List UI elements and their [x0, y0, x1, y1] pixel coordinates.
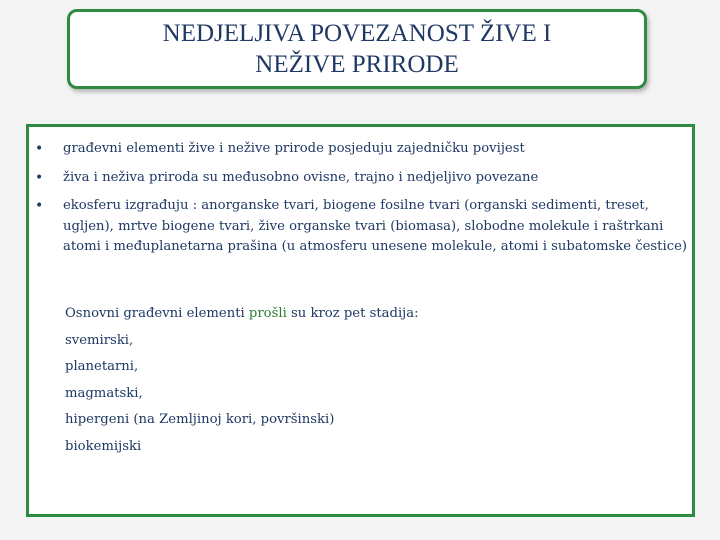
title-box — [67, 9, 647, 89]
stage-item-svemirski: svemirski, — [65, 332, 134, 348]
slide-title: NEDJELJIVA POVEZANOST ŽIVE I NEŽIVE PRIRODE — [162, 20, 552, 78]
stage-item-hipergeni: hipergeni (na Zemljinoj kori, površinski) — [65, 412, 335, 427]
bullet-text: ekosferu izgrađuju : anorganske tvari, biogene fosilne tvari (organski sedimenti, treset, ugljen), mrtve biogene tvari, žive organske tvari (biomasa), slobodne molekule i raštrkani atomi i međuplanetarna prašina (u atmosferu unesene molekule, atomi i subatomske čestice) — [63, 198, 688, 254]
bullet-icon: • — [35, 141, 44, 157]
stages-heading — [65, 301, 419, 328]
bullet-item — [29, 139, 698, 160]
bullet-item — [29, 196, 698, 258]
stages-list — [65, 301, 419, 460]
bullet-icon: • — [35, 198, 44, 214]
bullet-item — [29, 168, 698, 189]
stages-heading-part1: Osnovni građevni elementi — [65, 306, 249, 321]
stage-item-magmatski: magmatski, — [65, 385, 143, 401]
stage-item-biokemijski: biokemijski — [65, 438, 142, 454]
stages-heading-part3: su kroz pet stadija: — [286, 306, 419, 321]
bullet-list — [29, 139, 698, 266]
bullet-icon: • — [35, 169, 44, 186]
stages-heading-highlight: prošli — [248, 306, 287, 321]
content-box — [26, 124, 695, 517]
bullet-text: živa i neživa priroda su međusobno ovisne, trajno i nedjeljivo povezane — [63, 169, 539, 185]
bullet-text: građevni elementi žive i nežive prirode posjeduju zajedničku povijest — [63, 141, 525, 156]
stage-item-planetarni: planetarni, — [65, 359, 139, 374]
